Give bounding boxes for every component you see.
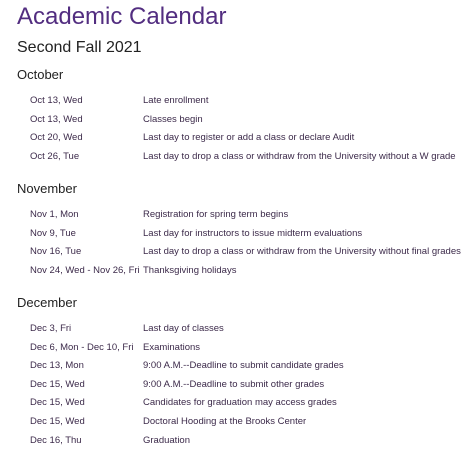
event-date: Dec 16, Thu bbox=[30, 434, 82, 446]
event-date: Nov 1, Mon bbox=[30, 209, 79, 220]
event-date: Nov 16, Tue bbox=[30, 246, 82, 258]
month-heading-october: October bbox=[17, 67, 64, 82]
event-date: Nov 9, Tue bbox=[30, 227, 76, 239]
month-heading-november: November bbox=[17, 181, 77, 196]
event-date: Oct 20, Wed bbox=[30, 132, 83, 144]
event-description: Late enrollment bbox=[143, 95, 209, 106]
event-date: Dec 13, Mon bbox=[30, 360, 84, 372]
event-description: Registration for spring term begins bbox=[143, 209, 289, 220]
event-date: Oct 13, Wed bbox=[30, 113, 83, 125]
event-description: Classes begin bbox=[143, 113, 203, 125]
event-description: Candidates for graduation may access grades bbox=[143, 397, 337, 409]
term-heading: Second Fall 2021 bbox=[17, 39, 142, 56]
event-date: Dec 3, Fri bbox=[30, 323, 72, 334]
event-date: Dec 15, Wed bbox=[30, 397, 85, 409]
event-description: Last day for instructors to issue midterm evaluations bbox=[143, 227, 363, 239]
event-description: Doctoral Hooding at the Brooks Center bbox=[143, 415, 307, 427]
event-description: Last day to drop a class or withdraw from the University without final grades bbox=[143, 246, 461, 258]
event-date: Oct 13, Wed bbox=[30, 95, 83, 106]
event-description: Thanksgiving holidays bbox=[143, 264, 237, 276]
event-description: Last day to drop a class or withdraw from the University without a W grade bbox=[143, 150, 456, 162]
event-description: Examinations bbox=[143, 341, 201, 353]
event-date: Oct 26, Tue bbox=[30, 150, 80, 162]
event-date: Dec 15, Wed bbox=[30, 378, 85, 390]
month-heading-december: December bbox=[17, 295, 77, 310]
event-description: 9:00 A.M.--Deadline to submit candidate grades bbox=[143, 360, 344, 372]
event-description: Graduation bbox=[143, 434, 191, 446]
event-date: Nov 24, Wed - Nov 26, Fri bbox=[30, 264, 140, 276]
event-date: Dec 6, Mon - Dec 10, Fri bbox=[30, 341, 134, 353]
event-date: Dec 15, Wed bbox=[30, 415, 85, 427]
event-description: 9:00 A.M.--Deadline to submit other grades bbox=[143, 378, 325, 390]
event-description: Last day to register or add a class or declare Audit bbox=[143, 132, 355, 144]
page-title: Academic Calendar bbox=[17, 3, 227, 30]
event-description: Last day of classes bbox=[143, 323, 224, 334]
